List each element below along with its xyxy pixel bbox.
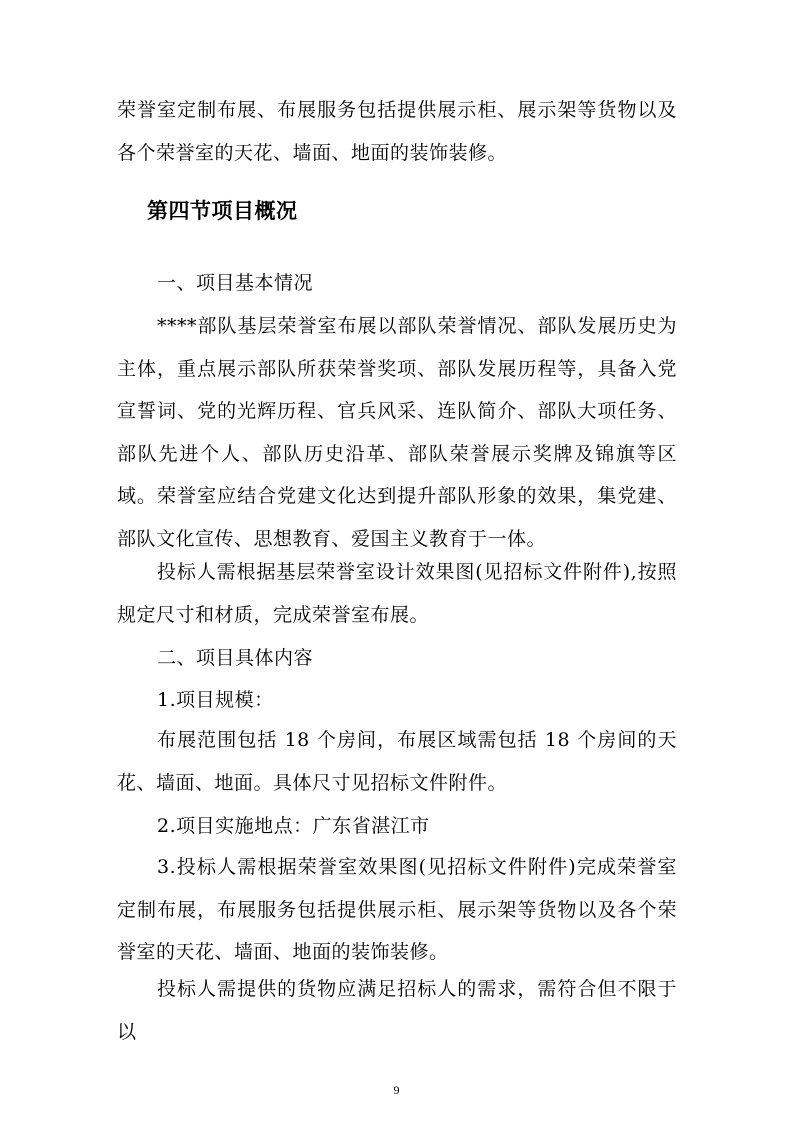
- item-2: 2.项目实施地点：广东省湛江市: [157, 815, 430, 837]
- continuation-paragraph: 荣誉室定制布展、布展服务包括提供展示柜、展示架等货物以及各个荣誉室的天花、墙面、地面的装饰装修。: [117, 99, 677, 164]
- page-number: 9: [393, 1083, 400, 1097]
- item-3: 3.投标人需根据荣誉室效果图(见招标文件附件)完成荣誉室定制布展，布展服务包括提供展示柜、展示架等货物以及各个荣誉室的天花、墙面、地面的装饰装修。: [117, 856, 677, 964]
- intro-paragraph: ****部队基层荣誉室布展以部队荣誉情况、部队发展历史为主体，重点展示部队所获荣誉奖项、部队发展历程等，具备入党宣誓词、党的光辉历程、官兵风采、连队简介、部队大项任务、部队先进个人、部队历史沿革、部队荣誉展示奖牌及锦旗等区域。荣誉室应结合党建文化达到提升部队形象的效果，集党建、部队文化宣传、思想教育、爱国主义教育于一体。: [117, 315, 677, 550]
- item-1-title: 1.项目规模：: [157, 689, 274, 711]
- bidder-paragraph: 投标人需根据基层荣誉室设计效果图(见招标文件附件),按照规定尺寸和材质，完成荣誉室布展。: [117, 561, 677, 626]
- subsection-title-basic-info: 一、项目基本情况: [157, 272, 314, 294]
- subsection-title-content: 二、项目具体内容: [157, 647, 314, 669]
- last-paragraph: 投标人需提供的货物应满足招标人的需求，需符合但不限于以: [117, 978, 677, 1043]
- section-heading: 第四节项目概况: [147, 198, 298, 223]
- item-1-text: 布展范围包括 18 个房间，布展区域需包括 18 个房间的天花、墙面、地面。具体尺寸见招标文件附件。: [117, 729, 677, 794]
